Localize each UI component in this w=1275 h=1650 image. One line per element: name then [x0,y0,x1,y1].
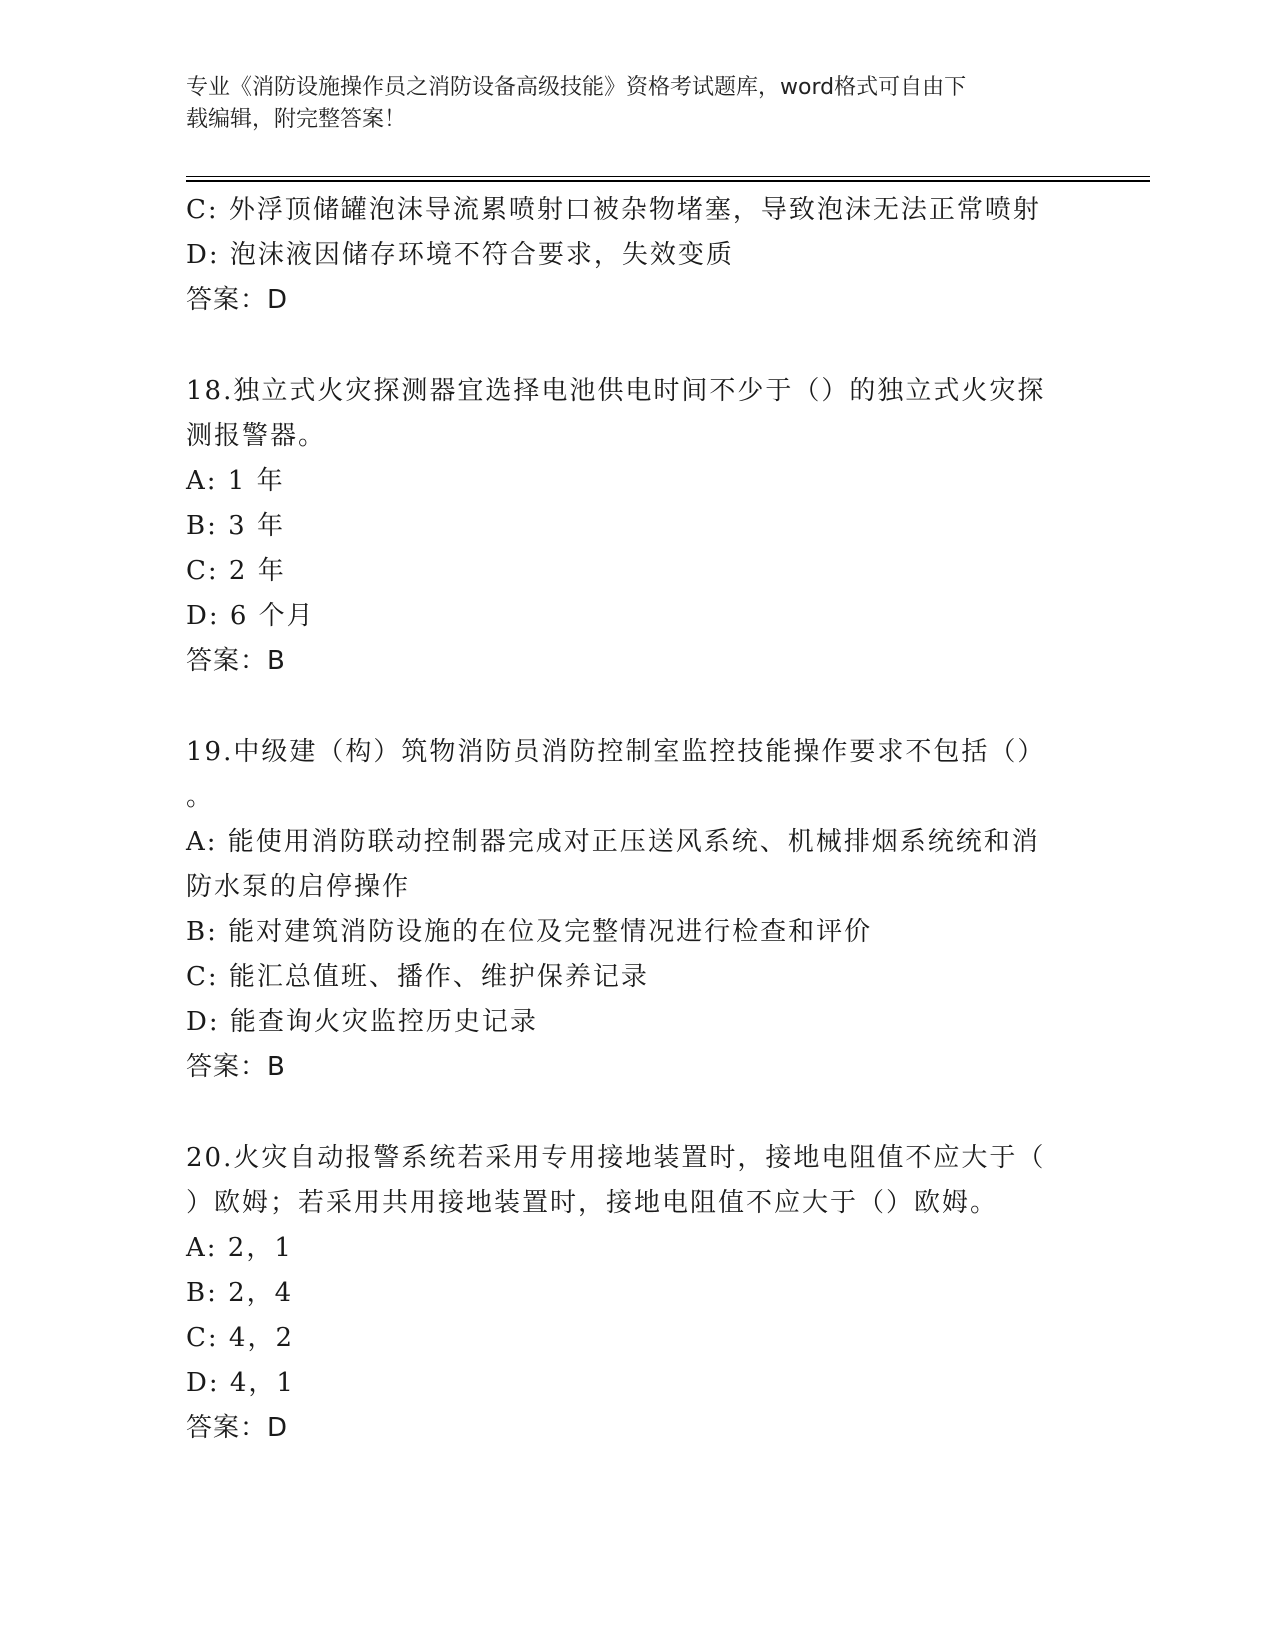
spacer [186,1090,1086,1136]
q17-option-c: C: 外浮顶储罐泡沫导流累喷射口被杂物堵塞，导致泡沫无法正常喷射 [186,195,1041,225]
question-17-tail [186,188,1086,323]
q20-answer: 答案：D [186,1413,289,1443]
q20-option-b: B: 2，4 [186,1278,294,1308]
header-line-1: 专业《消防设施操作员之消防设备高级技能》资格考试题库，word格式可自由下 [186,75,967,100]
q18-option-a: A: 1 年 [186,466,285,496]
q19-option-a-line-2: 防水泵的启停操作 [186,872,411,902]
q19-option-a-line-1: A: 能使用消防联动控制器完成对正压送风系统、机械排烟系统统和消 [186,827,1040,857]
question-19 [186,730,1086,1090]
q18-stem-line-2: 测报警器。 [186,421,327,451]
q19-stem-line-2: 。 [186,782,215,812]
question-18 [186,369,1086,684]
document-header [186,72,1066,136]
q20-option-a: A: 2，1 [186,1233,293,1263]
question-20 [186,1136,1086,1451]
q18-option-c: C: 2 年 [186,556,286,586]
q18-answer: 答案：B [186,646,286,676]
header-rule-thick [186,180,1150,182]
q19-option-b: B: 能对建筑消防设施的在位及完整情况进行检查和评价 [186,917,873,947]
q17-option-d: D: 泡沫液因储存环境不符合要求，失效变质 [186,240,734,270]
q19-option-c: C: 能汇总值班、播作、维护保养记录 [186,962,649,992]
q20-option-c: C: 4，2 [186,1323,295,1353]
q19-option-d: D: 能查询火灾监控历史记录 [186,1007,538,1037]
q18-stem-line-1: 18.独立式火灾探测器宜选择电池供电时间不少于（）的独立式火灾探 [186,376,1046,406]
q20-stem-line-1: 20.火灾自动报警系统若采用专用接地装置时，接地电阻值不应大于（ [186,1143,1046,1173]
q20-stem-line-2: ）欧姆；若采用共用接地装置时，接地电阻值不应大于（）欧姆。 [186,1188,999,1218]
spacer [186,323,1086,369]
q18-option-d: D: 6 个月 [186,601,315,631]
question-content [186,188,1086,1451]
q19-stem-line-1: 19.中级建（构）筑物消防员消防控制室监控技能操作要求不包括（） [186,737,1046,767]
header-line-2: 载编辑，附完整答案！ [186,107,407,132]
spacer [186,684,1086,730]
q20-option-d: D: 4，1 [186,1368,295,1398]
header-rule-thin [186,176,1150,177]
q19-answer: 答案：B [186,1052,286,1082]
q17-answer: 答案：D [186,285,289,315]
q18-option-b: B: 3 年 [186,511,285,541]
